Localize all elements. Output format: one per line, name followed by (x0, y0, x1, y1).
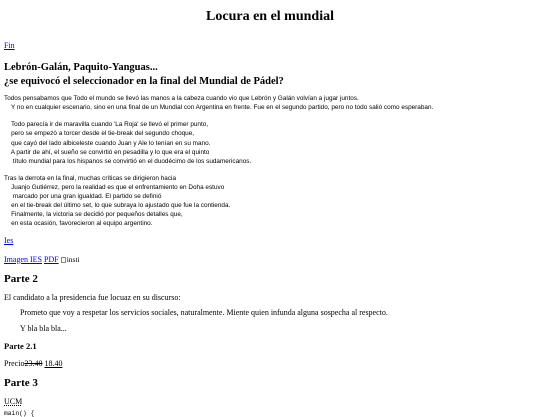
ucm-abbreviation: UCM (4, 396, 23, 406)
headline-line-2: ¿se equivocó el seleccionador en la final del Mundial de Pádel? (4, 75, 284, 87)
price-line (4, 359, 536, 368)
fin-link[interactable]: Fin (4, 41, 15, 51)
article-paragraph-2: Todo parecía ir de maravilla cuando 'La Roja' se llevó el primer punto, pero se empezó a torcer desde el tie-break del segundo choque, que cayó del lado albiceleste cuando Juan y Ale lo tenían en su mano. A partir de ahí, el sueño se convirtió en pesadilla y lo que era el quinto título mundial para los hispanos se convirtió en el duodécimo de los sudamericanos. (10, 121, 252, 165)
parte-2-heading: Parte 2 (4, 273, 38, 286)
ies-link-line (4, 236, 536, 245)
new-price: 18.40 (44, 359, 63, 369)
old-price: 23.40 (24, 359, 43, 369)
page-title: Locura en el mundial (206, 9, 334, 24)
parte-3-heading: Parte 3 (4, 377, 38, 390)
fin-link-line (4, 41, 536, 50)
insti-broken-image (61, 256, 80, 265)
article-paragraph-1: Todos pensabamos que Todo el mundo se llevó las manos a la cabeza cuando vio que Lebrón y Galán volvían a jugar juntos. Y no en cualquier escenario, sino en una final de un Mundial con Argentina en frente. Fue en el segundo partido, pero no todo salió como esperaban. (4, 95, 434, 112)
speech-quote (20, 308, 536, 333)
article-paragraph-3: Tras la derrota en la final, muchas críticas se dirigieron hacia Juanjo Gutiérrez, pero la realidad es que el enfrentamiento en Doha estuvo marcado por una gran igualdad. El partido se definió en el tie-break del último set, lo que subraya lo ajustado que fue la contienda. Finalmente, la victoria se decidió por pequeños detalles que, en esta ocasión, favorecieron al equipo argentino. (4, 174, 231, 228)
quote-text-2: Y bla bla bla... (20, 324, 67, 334)
imagen-ies-link[interactable]: Imagen IES (4, 254, 42, 264)
insti-alt-text: insti (66, 254, 80, 264)
headline-line-1: Lebrón-Galán, Paquito-Yanguas... (4, 62, 158, 74)
parte-2-1-heading: Parte 2.1 (4, 341, 37, 352)
quote-text-1: Prometo que voy a respetar los servicios sociales, naturalmente. Miente quien infunda alguna sospecha al respecto. (20, 308, 388, 318)
media-links-line (4, 255, 536, 265)
price-label: Precio (4, 359, 25, 369)
ies-link[interactable]: Ies (4, 236, 14, 246)
article-headline (4, 61, 536, 88)
code-snippet: main() { (4, 410, 35, 417)
pdf-link[interactable]: PDF (44, 254, 59, 264)
parte-2-intro: El candidato a la presidencia fue locuaz en su discurso: (4, 292, 181, 302)
broken-image-icon (61, 257, 66, 263)
